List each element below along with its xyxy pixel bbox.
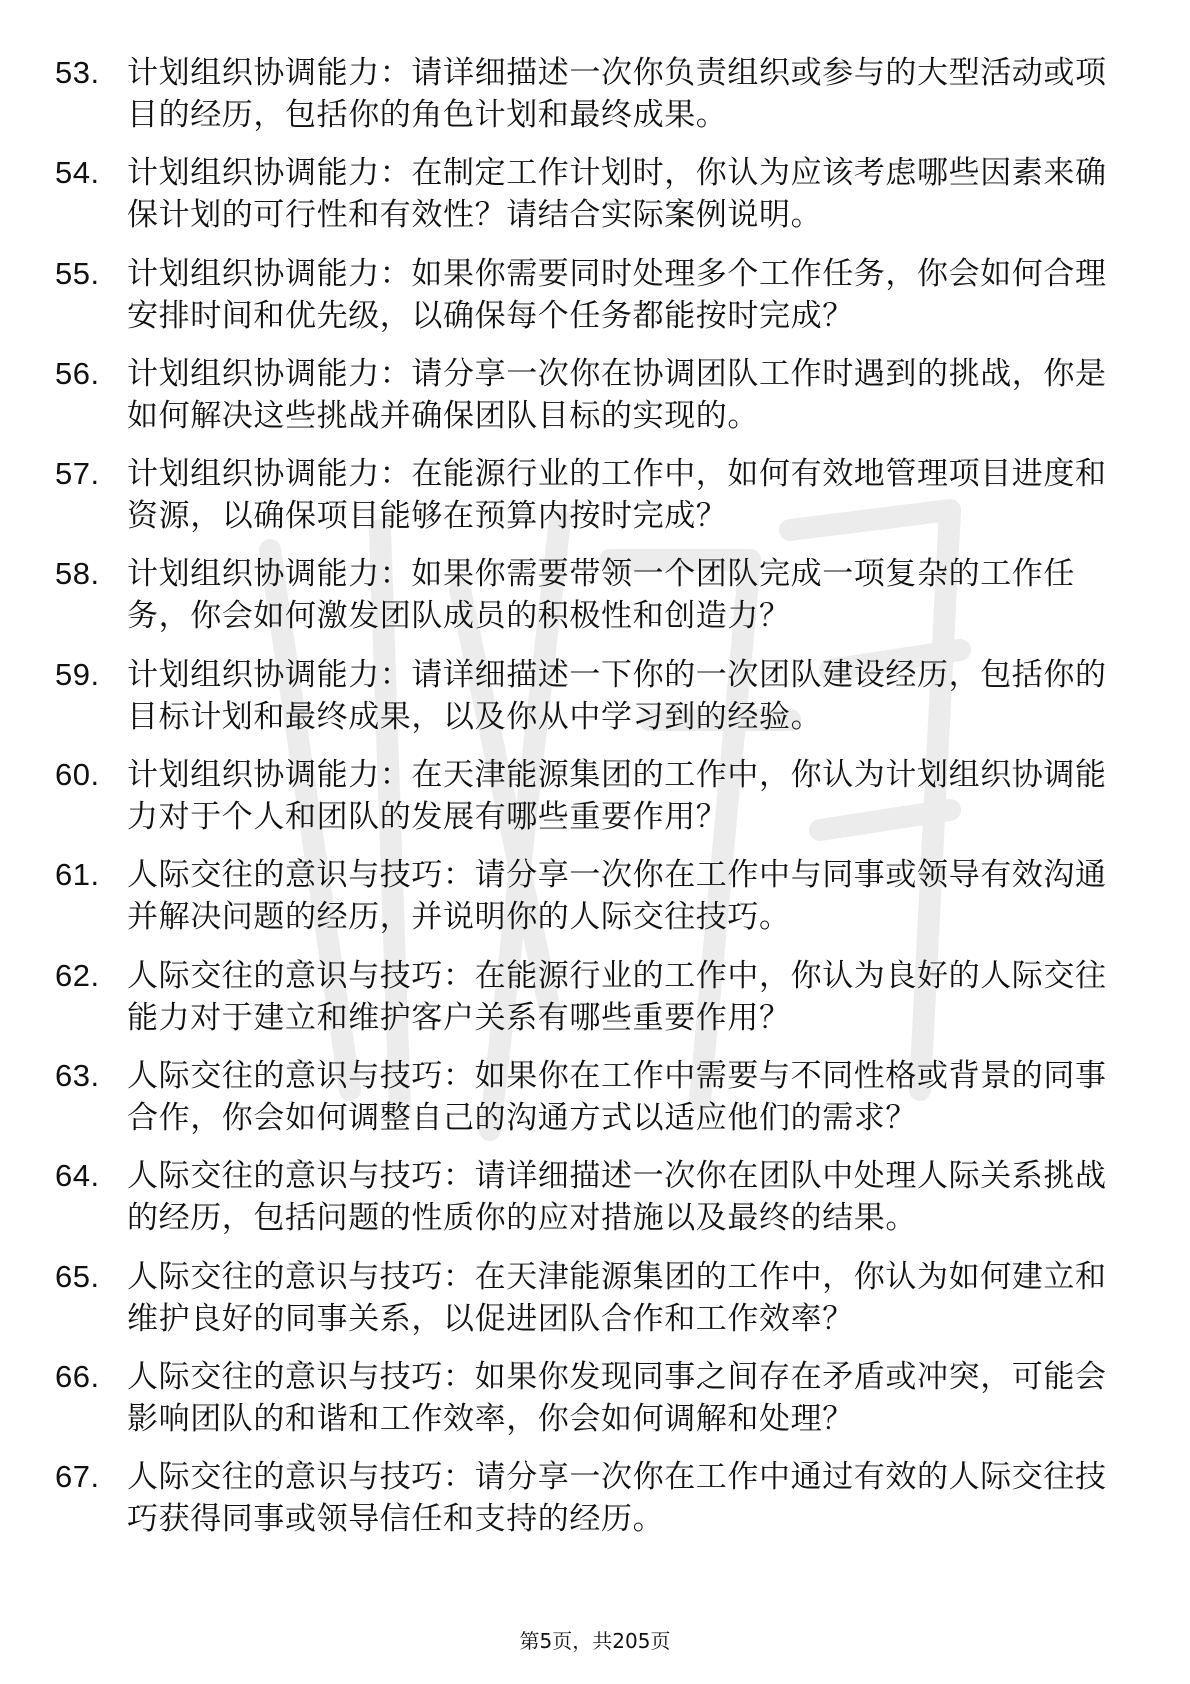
question-number: 60. bbox=[55, 757, 100, 793]
list-item bbox=[55, 1155, 1125, 1255]
question-text: 人际交往的意识与技巧：请详细描述一次你在团队中处理人际关系挑战的经历，包括问题的性质你的应对措施以及最终的结果。 bbox=[127, 1158, 1107, 1237]
question-number: 63. bbox=[55, 1057, 100, 1093]
question-text: 计划组织协调能力：如果你需要带领一个团队完成一项复杂的工作任务，你会如何激发团队成员的积极性和创造力？ bbox=[127, 556, 1075, 635]
list-item bbox=[55, 453, 1125, 553]
question-number: 58. bbox=[55, 556, 100, 592]
question-number: 53. bbox=[55, 55, 100, 90]
page-footer bbox=[0, 1628, 1190, 1654]
list-item bbox=[55, 152, 1125, 252]
question-number: 65. bbox=[55, 1258, 100, 1294]
list-item bbox=[55, 1055, 1125, 1155]
list-item bbox=[55, 353, 1125, 453]
question-text: 计划组织协调能力：在能源行业的工作中，如何有效地管理项目进度和资源，以确保项目能够在预算内按时完成？ bbox=[127, 456, 1107, 535]
question-text: 人际交往的意识与技巧：在能源行业的工作中，你认为良好的人际交往能力对于建立和维护客户关系有哪些重要作用？ bbox=[127, 957, 1107, 1036]
question-text: 人际交往的意识与技巧：如果你在工作中需要与不同性格或背景的同事合作，你会如何调整自己的沟通方式以适应他们的需求？ bbox=[127, 1057, 1107, 1136]
question-number: 62. bbox=[55, 957, 100, 993]
question-number: 67. bbox=[55, 1459, 100, 1495]
list-item bbox=[55, 1456, 1125, 1556]
list-item bbox=[55, 1256, 1125, 1356]
question-text: 人际交往的意识与技巧：在天津能源集团的工作中，你认为如何建立和维护良好的同事关系，以促进团队合作和工作效率？ bbox=[127, 1258, 1107, 1337]
question-number: 64. bbox=[55, 1158, 100, 1194]
list-item bbox=[55, 1356, 1125, 1456]
question-number: 66. bbox=[55, 1358, 100, 1394]
question-number: 61. bbox=[55, 857, 100, 893]
question-text: 计划组织协调能力：在天津能源集团的工作中，你认为计划组织协调能力对于个人和团队的发展有哪些重要作用？ bbox=[127, 757, 1107, 836]
question-text: 计划组织协调能力：如果你需要同时处理多个工作任务，你会如何合理安排时间和优先级，以确保每个任务都能按时完成？ bbox=[127, 255, 1107, 334]
list-item bbox=[55, 553, 1125, 653]
list-item bbox=[55, 52, 1125, 152]
page-number-label: 第5页，共205页 bbox=[519, 1629, 671, 1653]
question-text: 人际交往的意识与技巧：请分享一次你在工作中通过有效的人际交往技巧获得同事或领导信任和支持的经历。 bbox=[127, 1459, 1107, 1538]
list-item bbox=[55, 654, 1125, 754]
question-text: 计划组织协调能力：请详细描述一次你负责组织或参与的大型活动或项目的经历，包括你的角色计划和最终成果。 bbox=[127, 55, 1107, 133]
question-number: 54. bbox=[55, 155, 100, 191]
list-item bbox=[55, 854, 1125, 954]
question-number: 56. bbox=[55, 355, 100, 391]
list-item bbox=[55, 955, 1125, 1055]
question-text: 计划组织协调能力：请详细描述一下你的一次团队建设经历，包括你的目标计划和最终成果，以及你从中学习到的经验。 bbox=[127, 656, 1107, 735]
question-list bbox=[55, 52, 1125, 1556]
question-text: 人际交往的意识与技巧：请分享一次你在工作中与同事或领导有效沟通并解决问题的经历，并说明你的人际交往技巧。 bbox=[127, 857, 1107, 936]
question-number: 55. bbox=[55, 255, 100, 291]
question-number: 57. bbox=[55, 456, 100, 492]
question-text: 计划组织协调能力：在制定工作计划时，你认为应该考虑哪些因素来确保计划的可行性和有效性？请结合实际案例说明。 bbox=[127, 155, 1107, 234]
question-text: 人际交往的意识与技巧：如果你发现同事之间存在矛盾或冲突，可能会影响团队的和谐和工作效率，你会如何调解和处理？ bbox=[127, 1358, 1107, 1437]
question-text: 计划组织协调能力：请分享一次你在协调团队工作时遇到的挑战，你是如何解决这些挑战并确保团队目标的实现的。 bbox=[127, 355, 1107, 434]
list-item bbox=[55, 754, 1125, 854]
list-item bbox=[55, 253, 1125, 353]
question-number: 59. bbox=[55, 656, 100, 692]
